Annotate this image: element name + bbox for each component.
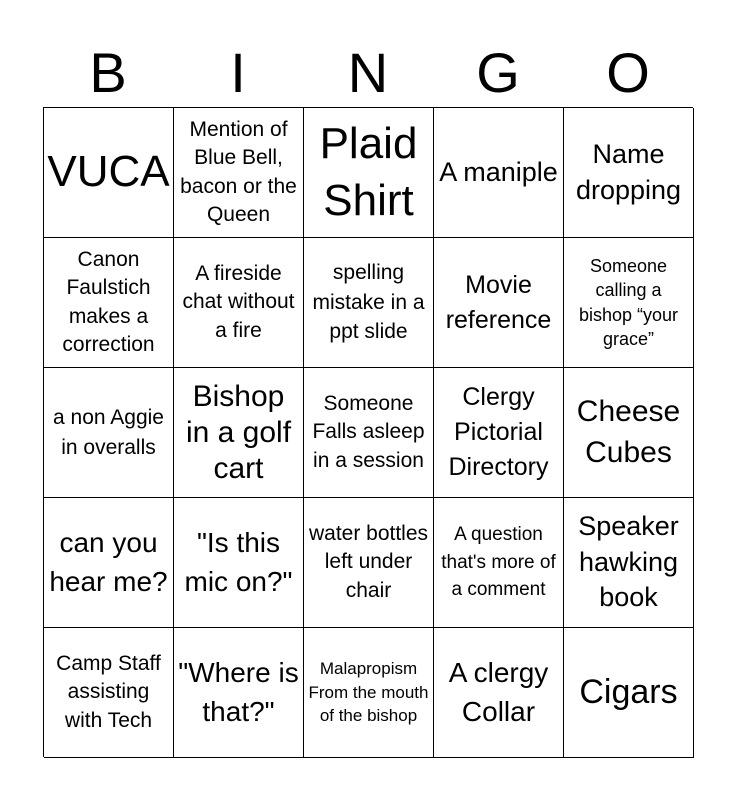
bingo-cell-text: water bottles left under chair (308, 521, 429, 602)
bingo-cell-r3-c3[interactable] (304, 368, 434, 498)
bingo-cell-text: "Is this mic on?" (184, 526, 293, 597)
header-letter-n: N (347, 41, 389, 104)
bingo-cell-r1-c4[interactable] (434, 108, 564, 238)
bingo-cell-r2-c4[interactable] (434, 238, 564, 368)
bingo-header (43, 40, 693, 106)
bingo-cell-r4-c5[interactable] (564, 498, 694, 628)
header-letter-i: I (230, 41, 246, 104)
bingo-cell-r3-c4[interactable] (434, 368, 564, 498)
bingo-cell-r2-c1[interactable] (44, 238, 174, 368)
bingo-cell-text: Someone Falls asleep in a session (312, 391, 425, 472)
bingo-cell-text: Plaid Shirt (319, 119, 418, 225)
bingo-cell-r1-c5[interactable] (564, 108, 694, 238)
bingo-cell-r3-c2[interactable] (174, 368, 304, 498)
bingo-cell-r2-c2[interactable] (174, 238, 304, 368)
bingo-cell-r5-c5[interactable] (564, 628, 694, 758)
bingo-cell-text: Canon Faulstich makes a correction (62, 247, 155, 356)
bingo-cell-text: Bishop in a golf cart (185, 379, 292, 485)
bingo-cell-text: Movie reference (445, 270, 552, 334)
bingo-cell-r5-c3[interactable] (304, 628, 434, 758)
bingo-cell-text: Someone calling a bishop “your grace” (578, 255, 679, 349)
bingo-cell-r3-c5[interactable] (564, 368, 694, 498)
bingo-cell-text: Malapropism From the mouth of the bishop (308, 659, 429, 726)
bingo-cell-text: VUCA (47, 147, 170, 197)
bingo-cell-text: A maniple (439, 156, 558, 187)
header-letter-g: G (476, 41, 520, 104)
bingo-cell-r1-c3[interactable] (304, 108, 434, 238)
bingo-cell-r5-c4[interactable] (434, 628, 564, 758)
bingo-cell-r1-c2[interactable] (174, 108, 304, 238)
header-letter-b: B (89, 41, 127, 104)
bingo-cell-r5-c2[interactable] (174, 628, 304, 758)
bingo-cell-text: Name dropping (575, 139, 682, 205)
bingo-cell-r4-c4[interactable] (434, 498, 564, 628)
bingo-cell-r3-c1[interactable] (44, 368, 174, 498)
bingo-cell-r4-c1[interactable] (44, 498, 174, 628)
bingo-cell-text: "Where is that?" (178, 656, 299, 727)
header-letter-o: O (606, 41, 650, 104)
bingo-cell-r2-c3[interactable] (304, 238, 434, 368)
bingo-board (43, 107, 693, 757)
bingo-cell-text: A question that's more of a comment (441, 524, 556, 601)
bingo-cell-r4-c3[interactable] (304, 498, 434, 628)
bingo-cell-r4-c2[interactable] (174, 498, 304, 628)
bingo-cell-text: Cheese Cubes (576, 395, 681, 469)
bingo-cell-r2-c5[interactable] (564, 238, 694, 368)
bingo-cell-text: Cigars (579, 673, 678, 712)
bingo-cell-text: spelling mistake in a ppt slide (312, 261, 425, 344)
bingo-cell-text: Clergy Pictorial Directory (448, 383, 549, 481)
bingo-cell-text: a non Aggie in overalls (53, 406, 164, 459)
bingo-cell-text: Mention of Blue Bell, bacon or the Queen (180, 117, 297, 226)
bingo-cell-text: A clergy Collar (448, 656, 549, 727)
bingo-cell-text: Speaker hawking book (578, 510, 679, 613)
bingo-cell-r1-c1[interactable] (44, 108, 174, 238)
bingo-cell-r5-c1[interactable] (44, 628, 174, 758)
bingo-cell-text: can you hear me? (49, 526, 168, 597)
bingo-cell-text: Camp Staff assisting with Tech (56, 651, 161, 732)
bingo-cell-text: A fireside chat without a fire (182, 261, 295, 342)
